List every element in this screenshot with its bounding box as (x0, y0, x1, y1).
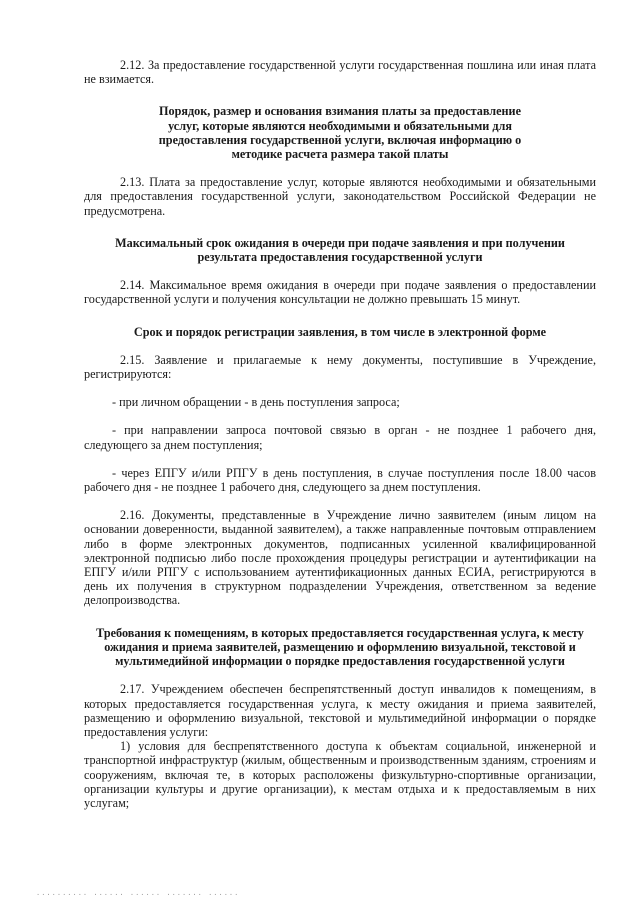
list-item-post: - при направлении запроса почтовой связью в орган - не позднее 1 рабочего дня, следующего за днем поступления; (84, 423, 596, 452)
heading-registration: Срок и порядок регистрации заявления, в том числе в электронной форме (133, 324, 547, 339)
scan-artifact-marks: ·········· ······ ······ ······· ······ (36, 891, 240, 899)
heading-fee: Порядок, размер и основания взимания платы за предоставление услуг, которые являются необходимыми и обязательными для предоставления государственной услуги, включая информацию о методике расчета размера такой платы (158, 104, 522, 162)
paragraph-2-12: 2.12. За предоставление государственной услуги государственная пошлина или иная плата не взимается. (84, 58, 596, 87)
heading-wait-time: Максимальный срок ожидания в очереди при подаче заявления и при получении результата предоставления государственной услуги (115, 235, 565, 265)
paragraph-2-15: 2.15. Заявление и прилагаемые к нему документы, поступившие в Учреждение, регистрируются: (84, 352, 596, 382)
list-item-personal: - при личном обращении - в день поступления запроса; (112, 395, 400, 410)
paragraph-2-17: 2.17. Учреждением обеспечен беспрепятственный доступ инвалидов к помещениям, в которых предоставляется государственная услуга, к месту ожидания и приема заявителей, размещению и оформлению визуальной, текстовой и мультимедийной информации о порядке предоставления услуги: (84, 682, 596, 739)
paragraph-2-14: 2.14. Максимальное время ожидания в очереди при подаче заявления о предоставлении государственной услуги и получения консультации не должно превышать 15 минут. (84, 278, 596, 307)
list-item-epgu: - через ЕПГУ и/или РПГУ в день поступления, в случае поступления после 18.00 часов рабочего дня - не позднее 1 рабочего дня, следующего за днем поступления. (84, 465, 596, 495)
list-item-1: 1) условия для беспрепятственного доступа к объектам социальной, инженерной и транспортной инфраструктур (жилым, общественным и производственным зданиям, строениям и сооружениям, включая те, в которых расположены физкультурно-спортивные организации, организации культуры и другие организации), к местам отдыха и к предоставляемым в них услугам; (84, 739, 596, 810)
paragraph-2-16: 2.16. Документы, представленные в Учреждение лично заявителем (иным лицом на основании доверенности, выданной заявителем), а также направленные почтовым отправлением либо в форме электронных документов, подписанных усиленной квалифицированной электронной подписью либо после прохождения процедуры регистрации и аутентификации на ЕПГУ и/или РПГУ с использованием аутентификационных данных ЕСИА, регистрируются в день их получения в структурном подразделении Учреждения, ответственном за ведение делопроизводства. (84, 508, 596, 608)
heading-premises: Требования к помещениям, в которых предоставляется государственная услуга, к месту ожидания и приема заявителей, размещению и оформлению визуальной, текстовой и мультимедийной информации о порядке предоставления государственной услуги (96, 625, 584, 669)
paragraph-2-13: 2.13. Плата за предоставление услуг, которые являются необходимыми и обязательными для предоставления государственной услуги, законодательством Российской Федерации не предусмотрена. (84, 175, 596, 218)
